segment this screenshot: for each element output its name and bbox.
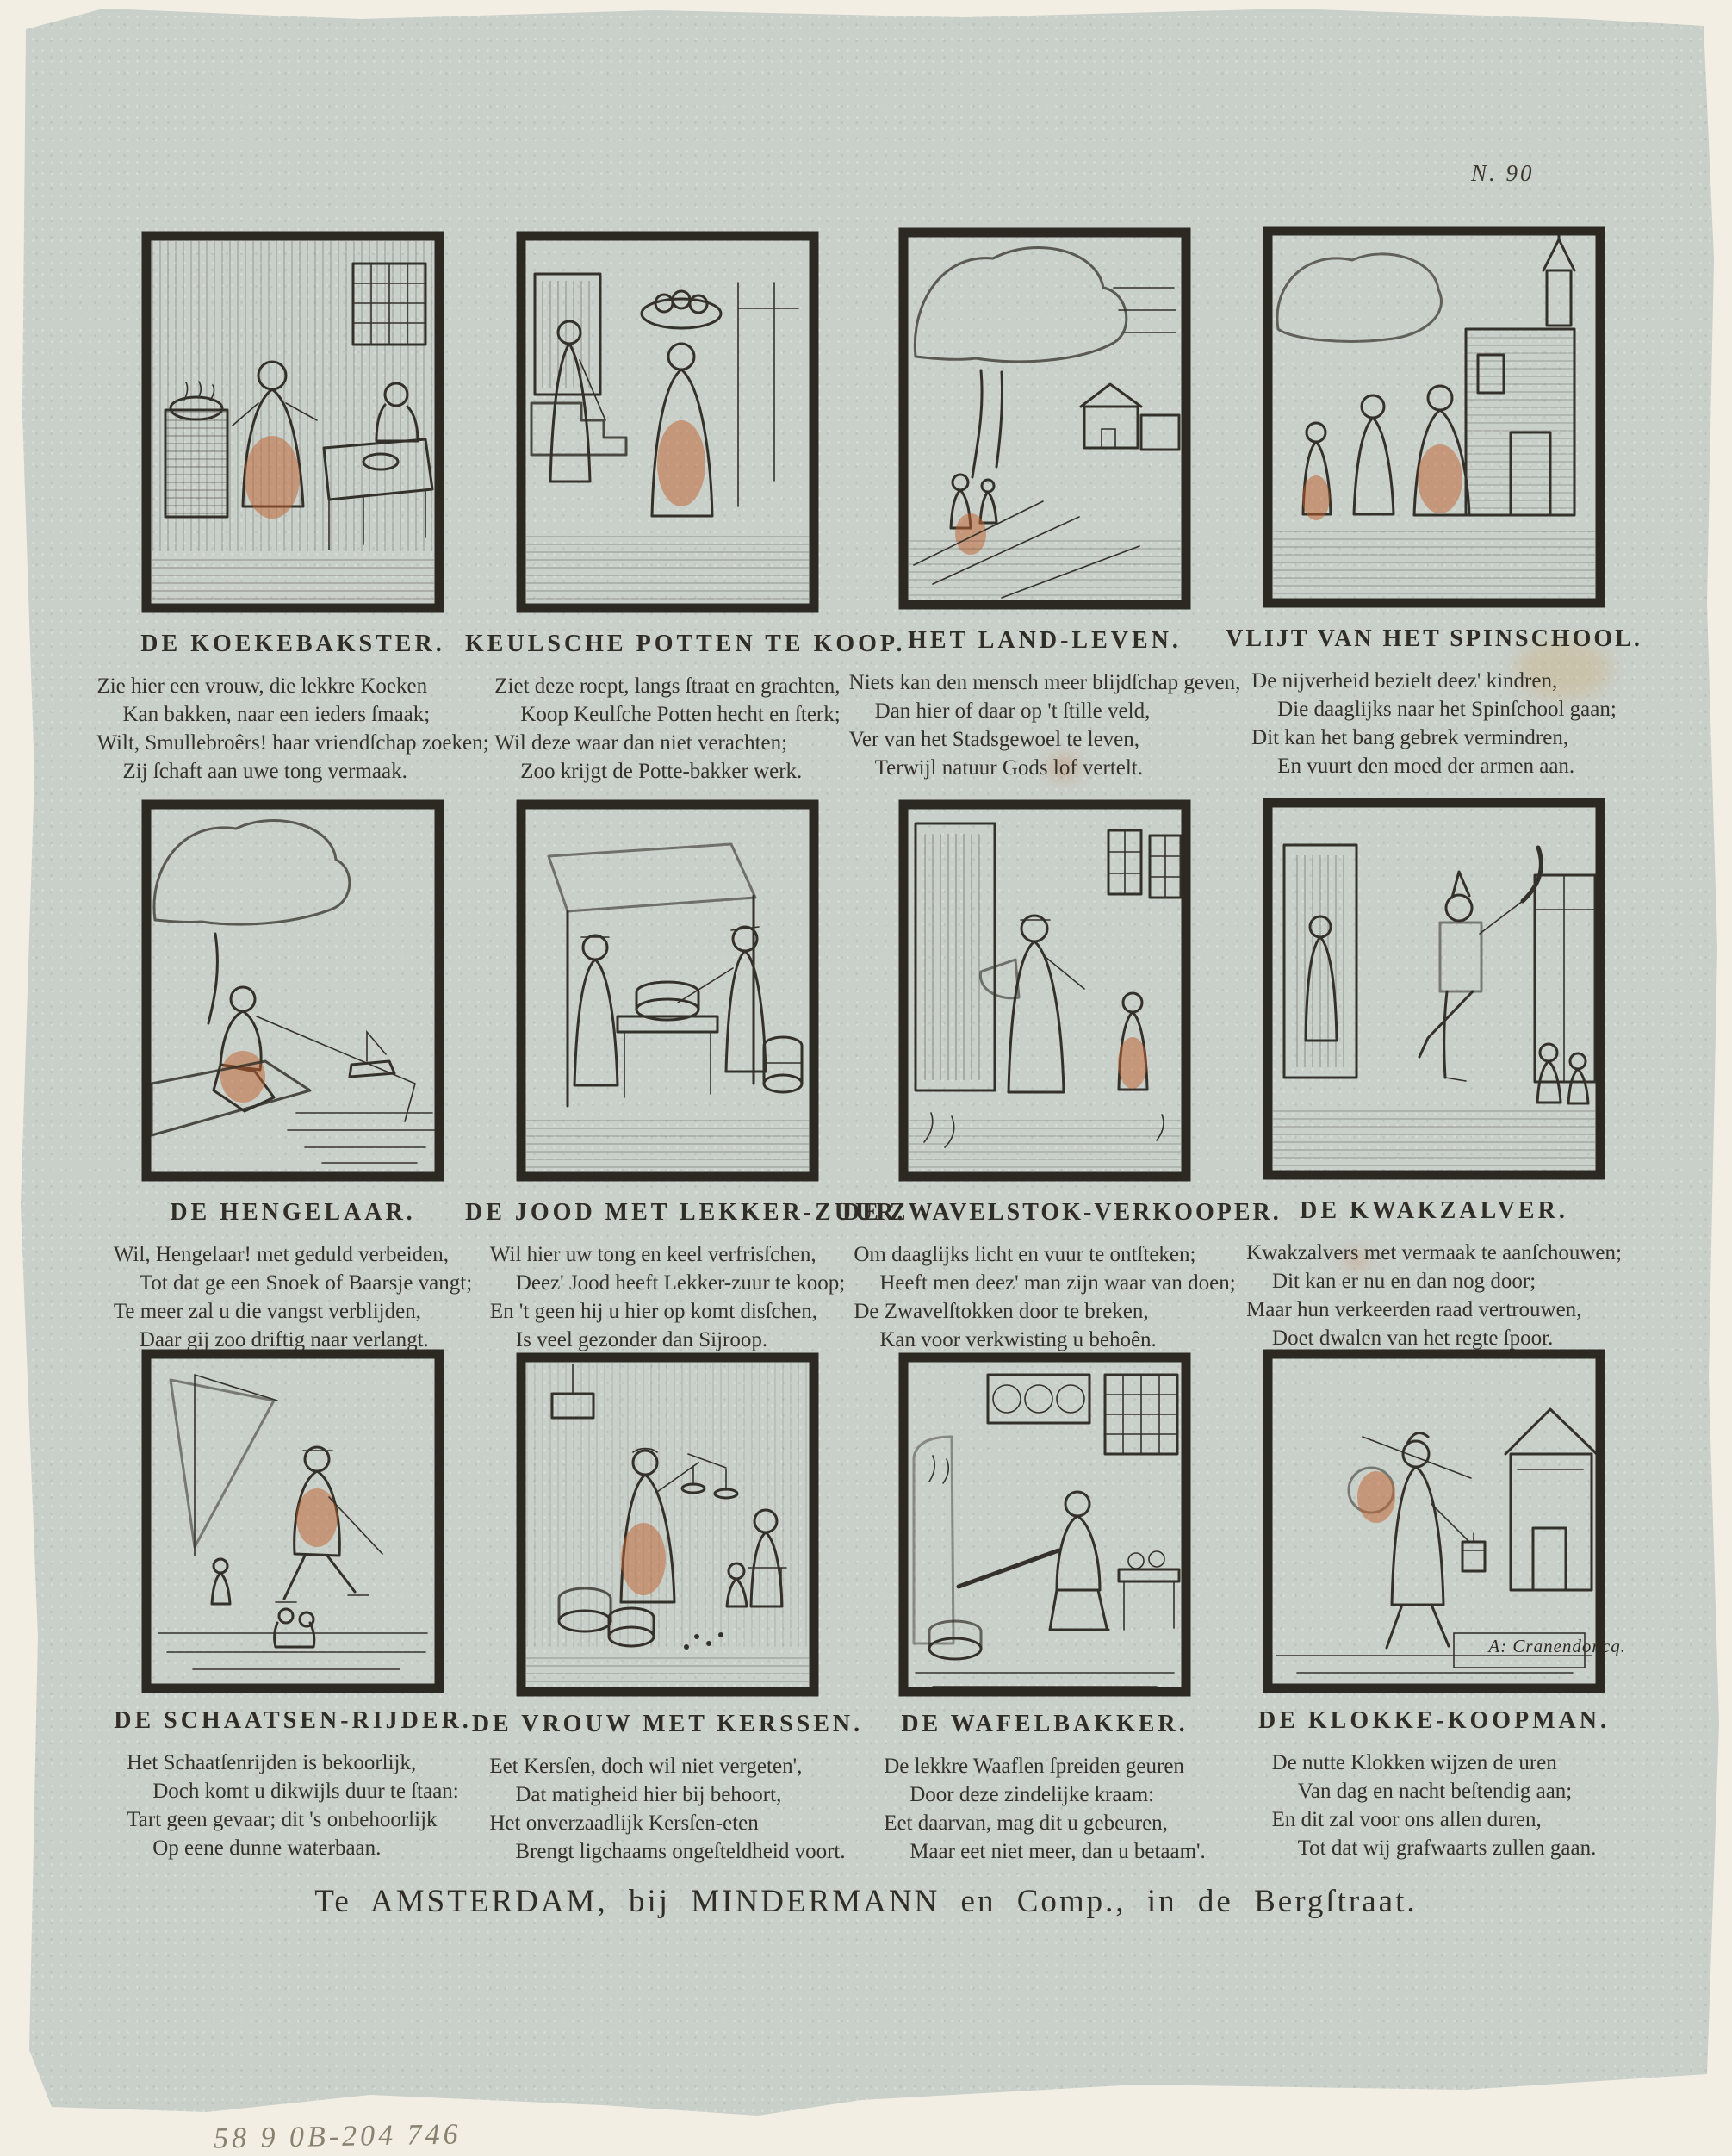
- panel-verse: [489, 1752, 845, 1866]
- verse-line: Kwakzalvers met vermaak te aanſchouwen;: [1246, 1241, 1622, 1264]
- panel-title: KEULSCHE POTTEN TE KOOP.: [465, 631, 906, 657]
- verse-line: Om daaglijks licht en vuur te ontſteken;: [854, 1243, 1196, 1266]
- woodcut-zwavelstok-verkooper-icon: [898, 799, 1191, 1182]
- woodcut-keulsche-potten-icon: [516, 231, 819, 613]
- publisher-imprint: Te AMSTERDAM, bij MINDERMANN en Comp., in de Bergſtraat.: [314, 1884, 1418, 1919]
- woodcut-zwavelstok-verkooper: [842, 799, 1247, 1182]
- panel-verse: [114, 1240, 472, 1354]
- verse-line: Dat matigheid hier bij behoort,: [515, 1783, 782, 1806]
- verse-line: Wil, Hengelaar! met geduld verbeiden,: [113, 1243, 449, 1266]
- woodcut-jood-lekker-zuur-icon: [516, 799, 819, 1182]
- verse-line: Niets kan den mensch meer blijdſchap geven,: [848, 671, 1241, 694]
- verse-line: Die daaglijks naar het Spinſchool gaan;: [1277, 698, 1617, 721]
- verse-line: Door deze zindelijke kraam:: [909, 1783, 1155, 1806]
- woodcut-hengelaar: [90, 799, 495, 1182]
- woodcut-koekebakster-icon: [141, 231, 444, 613]
- verse-line: Doch komt u dikwijls duur te ſtaan:: [152, 1780, 459, 1803]
- woodcut-koekebakster: [90, 231, 495, 613]
- verse-line: Ziet deze roept, langs ſtraat en grachten,: [494, 674, 841, 698]
- verse-line: Koop Keulſche Potten hecht en ſterk;: [520, 703, 841, 726]
- verse-line: Ver van het Stadsgewoel te leven,: [848, 728, 1140, 751]
- verse-line: Tart geen gevaar; dit 's onbehoorlijk: [127, 1808, 438, 1831]
- panel-title: DE ZWAVELSTOK-VERKOOPER.: [842, 1199, 1282, 1226]
- verse-line: Kan bakken, naar een ieders ſmaak;: [122, 703, 431, 726]
- verse-line: De lekkre Waaflen ſpreiden geuren: [884, 1755, 1184, 1778]
- panel-kwakzalver: [1223, 798, 1645, 1352]
- panel-verse: [96, 672, 488, 786]
- verse-line: Daar gij zoo driftig naar verlangt.: [139, 1328, 429, 1351]
- verse-line: Dan hier of daar op 't ſtille veld,: [874, 699, 1151, 723]
- woodcut-wafelbakker-icon: [898, 1352, 1191, 1697]
- woodcut-vrouw-met-kerssen-icon: [516, 1352, 819, 1697]
- handwritten-accession-note: 58 9 0B-204 746: [213, 2118, 462, 2155]
- panel-verse: [849, 668, 1241, 782]
- verse-line: Dit kan er nu en dan nog door;: [1272, 1270, 1536, 1293]
- verse-line: De Zwavelſtokken door te breken,: [854, 1300, 1149, 1323]
- panel-zwavelstok-verkooper: [842, 799, 1282, 1354]
- woodcut-vrouw-met-kerssen: [465, 1352, 870, 1697]
- panel-title: DE KLOKKE-KOOPMAN.: [1258, 1707, 1610, 1734]
- panel-verse: [854, 1240, 1235, 1354]
- woodcut-schaatsen-rijder: [90, 1349, 495, 1693]
- verse-line: De nijverheid bezielt deez' kindren,: [1251, 669, 1558, 693]
- panel-title: DE KWAKZALVER.: [1300, 1197, 1568, 1224]
- verse-line: Zie hier een vrouw, die lekkre Koeken: [96, 674, 428, 698]
- verse-line: En vuurt den moed der armen aan.: [1277, 755, 1575, 778]
- panel-title: DE VROUW MET KERSSEN.: [471, 1711, 864, 1737]
- woodcut-keulsche-potten: [465, 231, 870, 613]
- verse-line: Maar hun verkeerden raad vertrouwen,: [1246, 1298, 1582, 1321]
- panel-verse: [1246, 1239, 1622, 1352]
- woodcut-hengelaar-icon: [141, 799, 444, 1182]
- verse-line: De nutte Klokken wijzen de uren: [1271, 1751, 1557, 1774]
- verse-line: Wil deze waar dan niet verachten;: [494, 731, 788, 755]
- panel-keulsche-potten: [465, 231, 906, 786]
- verse-line: Maar eet niet meer, dan u betaam'.: [909, 1840, 1206, 1863]
- panel-schaatsen-rijder: [90, 1349, 495, 1862]
- panel-title: HET LAND-LEVEN.: [908, 627, 1182, 654]
- woodcut-klokke-koopman: [1223, 1349, 1645, 1693]
- verse-line: Het onverzaadlijk Kersſen-eten: [489, 1811, 759, 1835]
- verse-line: Is veel gezonder dan Sijroop.: [515, 1328, 768, 1351]
- verse-line: Tot dat ge een Snoek of Baarsje vangt;: [139, 1271, 473, 1295]
- panel-verse: [494, 672, 840, 786]
- verse-line: En dit zal voor ons allen duren,: [1271, 1808, 1542, 1831]
- verse-line: Dit kan het bang gebrek vermindren,: [1251, 726, 1569, 749]
- panel-verse: [127, 1749, 459, 1862]
- panel-title: DE HENGELAAR.: [170, 1199, 416, 1226]
- panel-title: DE SCHAATSEN-RIJDER.: [114, 1707, 472, 1734]
- panel-koekebakster: [90, 231, 495, 786]
- verse-line: Wilt, Smullebroêrs! haar vriendſchap zoeken;: [96, 731, 489, 755]
- woodcut-jood-lekker-zuur: [465, 799, 870, 1182]
- panel-title: DE KOEKEBAKSTER.: [140, 631, 445, 657]
- panel-verse: [1251, 667, 1617, 780]
- verse-line: Terwijl natuur Gods lof vertelt.: [874, 756, 1144, 780]
- artist-signature: A: Cranendoncq.: [1488, 1636, 1626, 1656]
- woodcut-spinschool-icon: [1263, 226, 1605, 608]
- verse-line: Tot dat wij grafwaarts zullen gaan.: [1297, 1836, 1597, 1860]
- panel-jood-lekker-zuur: [465, 799, 907, 1354]
- verse-line: Zoo krijgt de Potte-bakker werk.: [520, 760, 803, 783]
- verse-line: Op eene dunne waterbaan.: [152, 1836, 382, 1860]
- verse-line: Doet dwalen van het regte ſpoor.: [1272, 1327, 1554, 1350]
- verse-line: Kan voor verkwisting u behoên.: [879, 1328, 1157, 1351]
- plate-number: N. 90: [1471, 160, 1535, 186]
- panel-klokke-koopman: [1223, 1349, 1645, 1862]
- woodcut-spinschool: [1223, 226, 1645, 608]
- panel-land-leven: [842, 227, 1247, 782]
- verse-line: Van dag en nacht beſtendig aan;: [1297, 1780, 1573, 1803]
- verse-line: Te meer zal u die vangst verblijden,: [113, 1300, 421, 1323]
- woodcut-schaatsen-rijder-icon: [141, 1349, 444, 1693]
- verse-line: Zij ſchaft aan uwe tong vermaak.: [122, 760, 407, 783]
- panel-verse: [1272, 1749, 1597, 1862]
- verse-line: Het Schaatſenrijden is bekoorlijk,: [127, 1751, 417, 1774]
- verse-line: Heeft men deez' man zijn waar van doen;: [879, 1271, 1236, 1295]
- verse-line: Wil hier uw tong en keel verfrisſchen,: [489, 1243, 816, 1266]
- verse-line: Brengt ligchaams ongeſteldheid voort.: [515, 1840, 846, 1863]
- woodcut-land-leven: [842, 227, 1247, 610]
- panel-title: VLIJT VAN HET SPINSCHOOL.: [1226, 625, 1642, 652]
- woodcut-land-leven-icon: [898, 227, 1191, 610]
- woodcut-kwakzalver-icon: [1263, 798, 1605, 1180]
- panel-wafelbakker: [842, 1352, 1247, 1866]
- woodcut-wafelbakker: [842, 1352, 1247, 1697]
- panel-verse: [490, 1240, 845, 1354]
- panel-title: DE WAFELBAKKER.: [901, 1711, 1189, 1737]
- panel-verse: [884, 1752, 1206, 1866]
- verse-line: Deez' Jood heeft Lekker-zuur te koop;: [515, 1271, 846, 1295]
- panel-title: DE JOOD MET LEKKER-ZUUR.: [465, 1199, 907, 1226]
- verse-line: Eet Kersſen, doch wil niet vergeten',: [489, 1755, 803, 1778]
- panel-vrouw-met-kerssen: [465, 1352, 870, 1866]
- panel-hengelaar: [90, 799, 495, 1354]
- verse-line: En 't geen hij u hier op komt disſchen,: [489, 1300, 817, 1323]
- panel-spinschool: [1223, 226, 1645, 780]
- woodcut-kwakzalver: [1223, 798, 1645, 1180]
- verse-line: Eet daarvan, mag dit u gebeuren,: [884, 1811, 1168, 1835]
